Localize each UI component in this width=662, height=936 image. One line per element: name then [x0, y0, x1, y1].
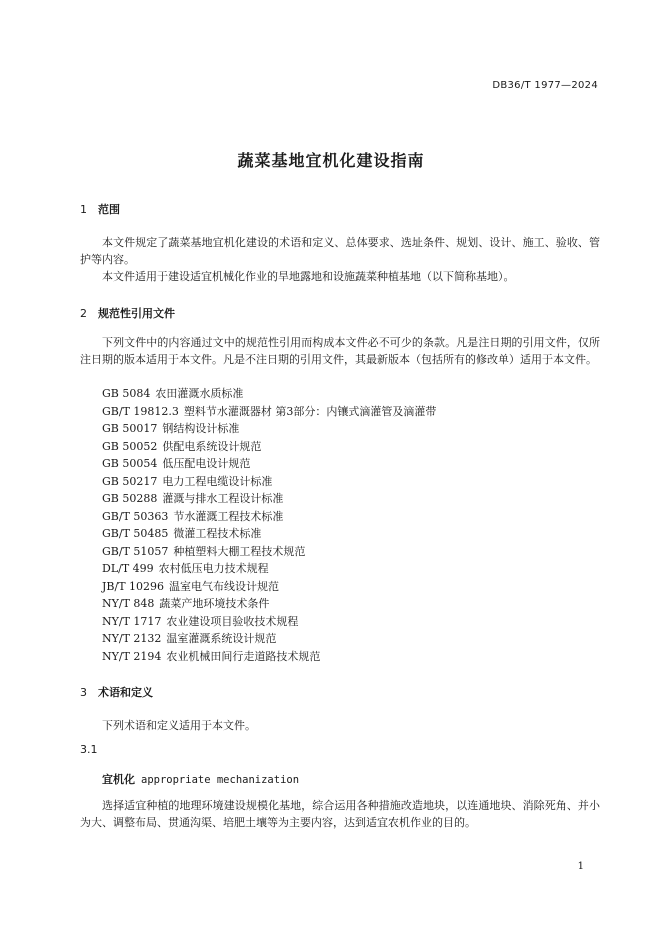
reference-name: 农业机械田间行走道路技术规范 — [166, 649, 321, 663]
reference-code: GB 50288 — [102, 492, 158, 505]
reference-item — [102, 543, 436, 561]
reference-name: 微灌工程技术标准 — [173, 527, 262, 540]
document-title: 蔬菜基地宜机化建设指南 — [237, 151, 425, 170]
reference-code: NY/T 2132 — [102, 632, 162, 645]
reference-code: GB 5084 — [102, 387, 151, 400]
section-3-title: 术语和定义 — [98, 686, 153, 699]
reference-item — [102, 508, 436, 526]
section-2-title: 规范性引用文件 — [98, 307, 175, 320]
reference-item — [102, 648, 436, 666]
reference-code: GB 50054 — [102, 457, 158, 470]
reference-item — [102, 438, 436, 456]
term-entry — [102, 771, 299, 787]
reference-item — [102, 560, 436, 578]
reference-code: NY/T 2194 — [102, 649, 162, 663]
reference-item — [102, 613, 436, 631]
reference-item — [102, 490, 436, 508]
reference-item — [102, 455, 436, 473]
reference-name: 温室电气布线设计规范 — [169, 579, 280, 593]
reference-code: NY/T 848 — [102, 597, 155, 610]
term-english: appropriate mechanization — [141, 774, 300, 786]
reference-item — [102, 385, 436, 403]
reference-name: 节水灌溉工程技术标准 — [173, 509, 284, 523]
reference-name: 塑料节水灌溉器材 第3部分：内镶式滴灌管及滴灌带 — [183, 404, 437, 418]
section-3-heading — [80, 684, 153, 700]
reference-code: GB 50217 — [102, 474, 158, 488]
reference-name: 蔬菜产地环境技术条件 — [159, 597, 270, 610]
reference-item — [102, 595, 436, 613]
section-1-paragraph-1: 本文件规定了蔬菜基地宜机化建设的术语和定义、总体要求、选址条件、规划、设计、施工、验收、管护等内容。 — [80, 236, 600, 266]
reference-code: GB/T 51057 — [102, 544, 169, 558]
term-definition: 选择适宜种植的地理环境建设规模化基地，综合运用各种措施改造地块，以连通地块、消除死角、并小为大、调整布局、贯通沟渠、培肥土壤等为主要内容，达到适宜农机作业的目的。 — [80, 799, 600, 829]
reference-name: 灌溉与排水工程设计标准 — [162, 492, 284, 505]
reference-name: 钢结构设计标准 — [162, 422, 240, 435]
reference-item — [102, 525, 436, 543]
reference-code: NY/T 1717 — [102, 614, 162, 628]
reference-code: GB/T 50363 — [102, 509, 169, 523]
section-1-number: 1 — [80, 203, 87, 216]
reference-name: 温室灌溉系统设计规范 — [166, 632, 277, 645]
section-1-heading — [80, 201, 120, 217]
reference-code: JB/T 10296 — [102, 579, 165, 593]
section-3-intro: 下列术语和定义适用于本文件。 — [102, 719, 256, 732]
reference-code: GB/T 19812.3 — [102, 404, 179, 418]
section-1-paragraph-2: 本文件适用于建设适宜机械化作业的旱地露地和设施蔬菜种植基地（以下简称基地）。 — [102, 270, 515, 283]
subsection-number: 3.1 — [80, 743, 98, 756]
reference-code: GB 50017 — [102, 422, 158, 435]
reference-name: 低压配电设计规范 — [162, 457, 251, 470]
section-2-intro: 下列文件中的内容通过文中的规范性引用而构成本文件必不可少的条款。凡是注日期的引用文件，仅所注日期的版本适用于本文件。凡是不注日期的引用文件，其最新版本（包括所有的修改单）适用于本文件。 — [80, 336, 600, 366]
section-2-heading — [80, 305, 175, 321]
reference-item — [102, 473, 436, 491]
section-3-number: 3 — [80, 686, 87, 699]
reference-name: 农田灌溉水质标准 — [155, 387, 244, 400]
reference-name: 电力工程电缆设计标准 — [162, 474, 273, 488]
reference-name: 农村低压电力技术规程 — [158, 562, 269, 575]
reference-item — [102, 630, 436, 648]
document-code: DB36/T 1977—2024 — [492, 80, 598, 91]
section-2-number: 2 — [80, 307, 87, 320]
section-1-title: 范围 — [98, 203, 120, 216]
reference-name: 种植塑料大棚工程技术规范 — [173, 544, 306, 558]
reference-item — [102, 578, 436, 596]
reference-item — [102, 420, 436, 438]
reference-item — [102, 403, 436, 421]
reference-code: GB 50052 — [102, 439, 158, 453]
term-chinese: 宜机化 — [102, 773, 135, 786]
reference-list — [102, 385, 436, 665]
reference-name: 农业建设项目验收技术规程 — [166, 614, 299, 628]
page-number: 1 — [577, 861, 584, 872]
reference-code: DL/T 499 — [102, 562, 154, 575]
reference-code: GB/T 50485 — [102, 527, 169, 540]
reference-name: 供配电系统设计规范 — [162, 439, 262, 453]
